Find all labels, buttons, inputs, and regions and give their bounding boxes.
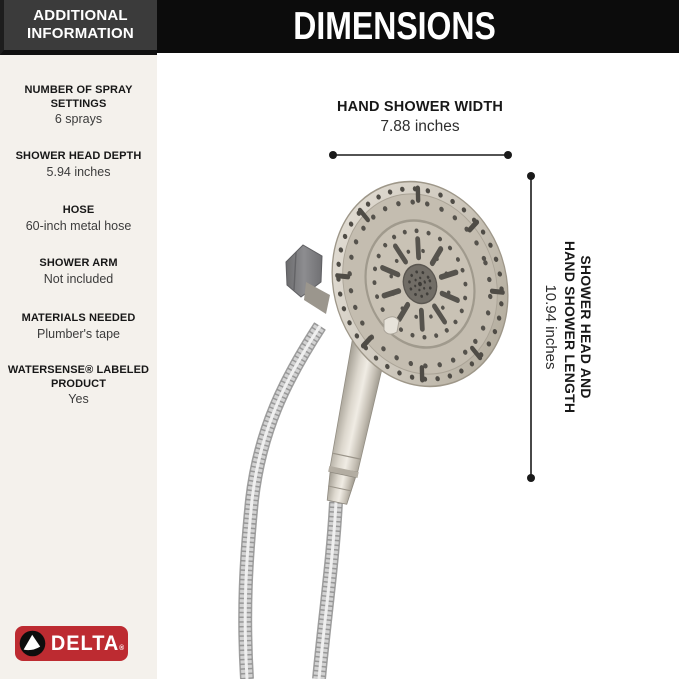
length-dimension-value: 10.94 inches bbox=[542, 284, 559, 370]
shower-arm-connector-icon bbox=[286, 245, 330, 314]
length-dimension-label-line2: HAND SHOWER LENGTH bbox=[562, 240, 578, 414]
metal-hose bbox=[245, 326, 336, 679]
spec-label: MATERIALS NEEDED bbox=[21, 312, 136, 324]
spec-shower-arm bbox=[0, 257, 157, 287]
spec-value: Yes bbox=[68, 392, 89, 406]
spec-value: 60-inch metal hose bbox=[25, 218, 132, 233]
registered-mark: ® bbox=[119, 644, 125, 652]
spec-label: WATERSENSE® LABELED PRODUCT bbox=[7, 364, 150, 390]
spec-value: Plumber's tape bbox=[37, 326, 120, 341]
width-dimension-label: HAND SHOWER WIDTH bbox=[336, 99, 504, 115]
spec-head-depth bbox=[0, 150, 157, 180]
dimensions-header-bar bbox=[157, 0, 679, 53]
hand-shower-width-dimension bbox=[320, 99, 520, 136]
page-title: DIMENSIONS bbox=[293, 4, 497, 48]
spec-spray-settings bbox=[0, 84, 157, 127]
spec-label: SHOWER ARM bbox=[39, 257, 118, 269]
spec-value: 6 sprays bbox=[54, 112, 103, 126]
spec-label: SHOWER HEAD DEPTH bbox=[15, 150, 142, 162]
spec-label: NUMBER OF SPRAY SETTINGS bbox=[24, 84, 133, 110]
dock-tab bbox=[384, 317, 399, 334]
width-dimension-line bbox=[329, 151, 512, 159]
delta-triangle-icon bbox=[19, 630, 46, 657]
specs-sidebar bbox=[0, 55, 157, 679]
length-dimension-label-line1: SHOWER HEAD AND bbox=[578, 255, 594, 399]
shower-length-dimension bbox=[478, 237, 658, 417]
spec-value: 5.94 inches bbox=[46, 164, 111, 179]
delta-brand-text: DELTA® bbox=[50, 631, 125, 655]
spec-label: HOSE bbox=[62, 204, 95, 216]
additional-information-label: ADDITIONAL INFORMATION bbox=[27, 7, 134, 42]
additional-information-header bbox=[0, 0, 157, 55]
spec-hose bbox=[0, 204, 157, 234]
width-dimension-value: 7.88 inches bbox=[380, 118, 460, 135]
spec-value: Not included bbox=[43, 271, 114, 286]
spec-watersense bbox=[0, 364, 157, 407]
spec-materials bbox=[0, 312, 157, 342]
delta-logo bbox=[15, 626, 128, 661]
